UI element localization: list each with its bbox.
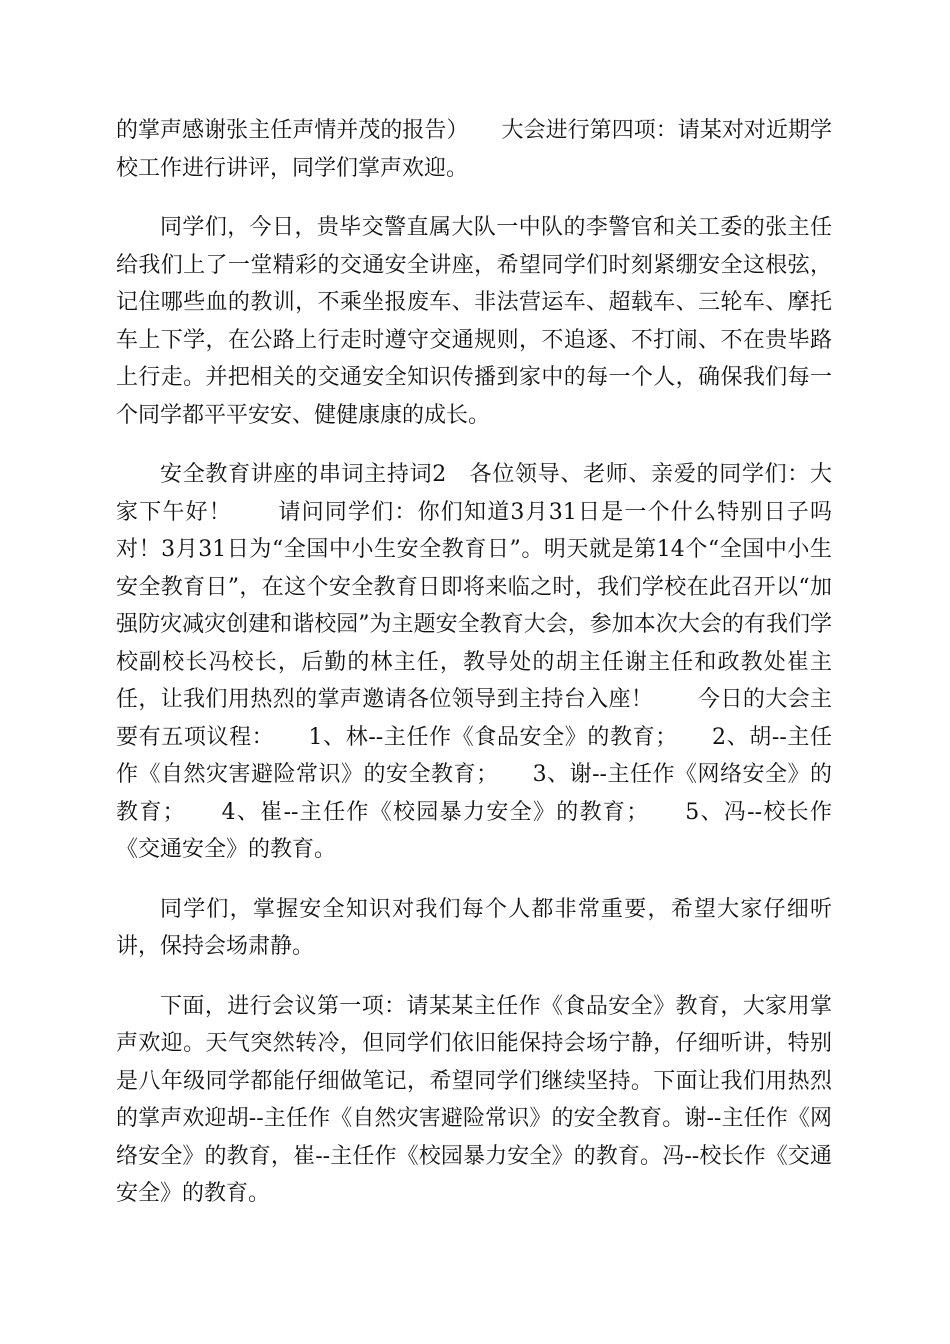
document-body <box>116 112 855 1235</box>
paragraph-agenda-item-one: 下面，进行会议第一项：请某某主任作《食品安全》教育，大家用掌声欢迎。天气突然转冷，但同学们依旧能保持会场宁静，仔细听讲，特别是八年级同学都能仔细做笔记，希望同学们继续坚持。下面让我们用热烈的掌声欢迎胡--主任作《自然灾害避险常识》的安全教育。谢--主任作《网络安全》的教育，崔--主任作《校园暴力安全》的教育。冯--校长作《交通安全》的教育。 <box>116 993 832 1206</box>
paragraph-continuation: 的掌声感谢张主任声情并茂的报告） 大会进行第四项：请某对对近期学校工作进行讲评，同学们掌声欢迎。 <box>116 118 832 181</box>
paragraph-safety-reminder: 同学们，掌握安全知识对我们每个人都非常重要，希望大家仔细听讲，保持会场肃静。 <box>116 896 832 959</box>
paragraph-lecture-summary: 同学们，今日，贵毕交警直属大队一中队的李警官和关工委的张主任给我们上了一堂精彩的交通安全讲座，希望同学们时刻紧绷安全这根弦，记住哪些血的教训，不乘坐报废车、非法营运车、超载车、三轮车、摩托车上下学，在公路上行走时遵守交通规则，不追逐、不打闹、不在贵毕路上行走。并把相关的交通安全知识传播到家中的每一个人，确保我们每一个同学都平平安安、健健康康的成长。 <box>116 215 832 428</box>
paragraph-host-script-2: 安全教育讲座的串词主持词2 各位领导、老师、亲爱的同学们：大家下午好！ 请问同学们：你们知道3月31日是一个什么特别日子吗 对！3月31日为“全国中小生安全教育日”。明天就是第14个“全国中小生安全教育日”，在这个安全教育日即将来临之时，我们学校在此召开以“加强防灾减灾创建和谐校园”为主题安全教育大会，参加本次大会的有我们学校副校长冯校长，后勤的林主任，教导处的胡主任谢主任和政教处崔主任，让我们用热烈的掌声邀请各位领导到主持台入座！ 今日的大会主要有五项议程： 1、林--主任作《食品安全》的教育； 2、胡--主任作《自然灾害避险常识》的安全教育； 3、谢--主任作《网络安全》的教育； 4、崔--主任作《校园暴力安全》的教育； 5、冯--校长作《交通安全》的教育。 <box>116 462 855 862</box>
